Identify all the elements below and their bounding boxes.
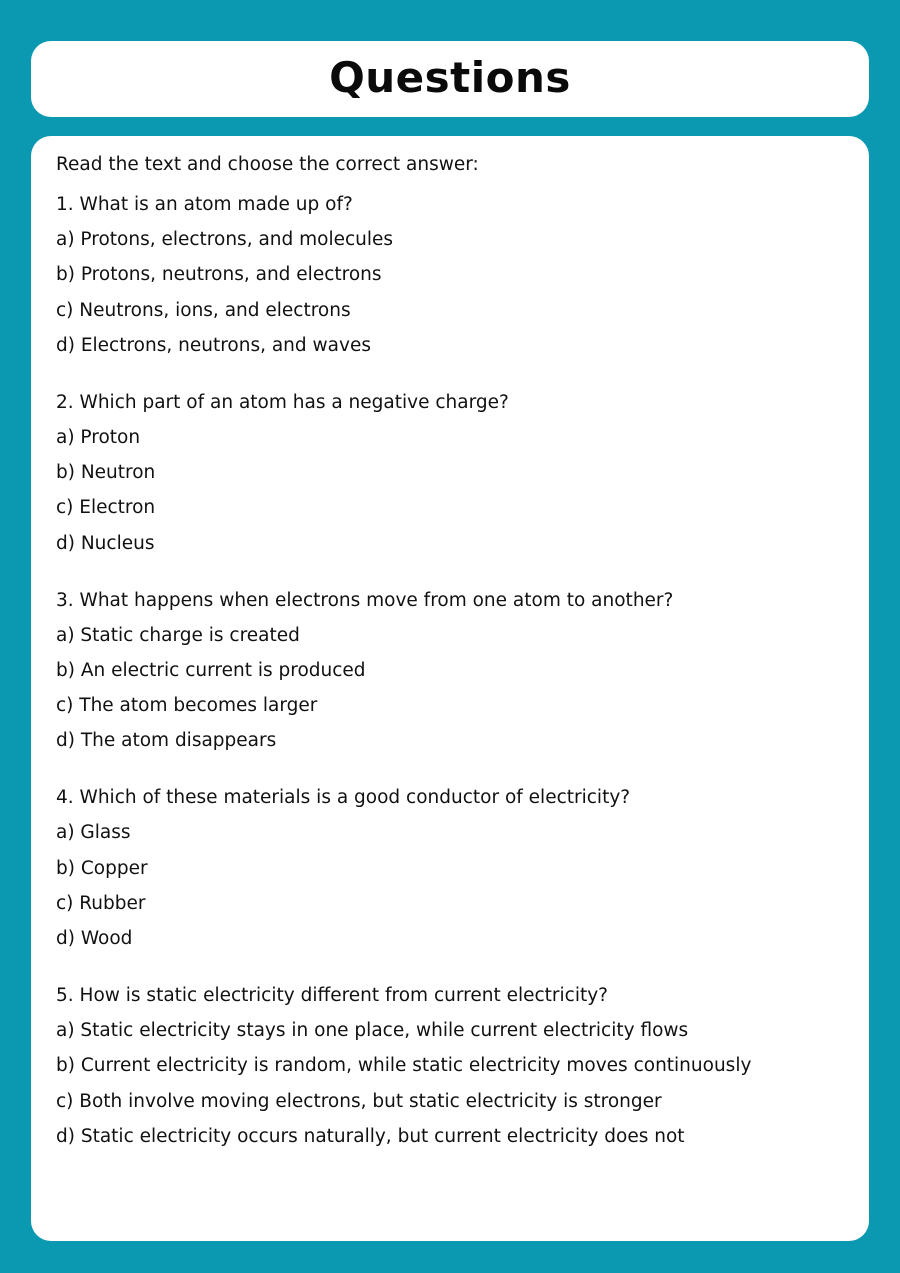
question-2-text: 2. Which part of an atom has a negative charge?: [56, 391, 509, 413]
question-5-option-a: a) Static electricity stays in one place, while current electricity flows: [56, 1020, 689, 1042]
question-5-option-d: d) Static electricity occurs naturally, but current electricity does not: [56, 1125, 685, 1147]
question-3-option-a: a) Static charge is created: [56, 624, 300, 646]
question-block-3: [56, 590, 844, 753]
page-title: Questions: [329, 52, 571, 102]
question-2-option-d: d) Nucleus: [56, 532, 155, 554]
question-3-text: 3. What happens when electrons move from one atom to another?: [56, 589, 674, 611]
question-2-option-c: c) Electron: [56, 497, 156, 519]
question-2-option-b: b) Neutron: [56, 462, 156, 484]
question-1-option-a: a) Protons, electrons, and molecules: [56, 229, 394, 251]
question-block-5: [56, 985, 844, 1148]
question-2-option-a: a) Proton: [56, 426, 141, 448]
question-5-text: 5. How is static electricity different from current electricity?: [56, 985, 608, 1006]
question-1-option-c: c) Neutrons, ions, and electrons: [56, 299, 351, 321]
question-5-option-b: b) Current electricity is random, while static electricity moves continuously: [56, 1055, 752, 1077]
question-1-text: 1. What is an atom made up of?: [56, 194, 353, 215]
question-block-1: [56, 194, 844, 357]
question-block-2: [56, 392, 844, 555]
question-3-option-c: c) The atom becomes larger: [56, 695, 318, 717]
question-4-option-b: b) Copper: [56, 857, 148, 879]
question-3-option-b: b) An electric current is produced: [56, 659, 366, 681]
question-4-text: 4. Which of these materials is a good conductor of electricity?: [56, 787, 631, 809]
question-4-option-c: c) Rubber: [56, 892, 146, 914]
instruction-text: Read the text and choose the correct answer:: [56, 154, 479, 175]
question-5-option-c: c) Both involve moving electrons, but static electricity is stronger: [56, 1090, 662, 1112]
question-1-option-b: b) Protons, neutrons, and electrons: [56, 264, 382, 286]
title-card: [31, 41, 869, 117]
question-4-option-d: d) Wood: [56, 928, 133, 949]
question-4-option-a: a) Glass: [56, 822, 131, 844]
question-3-option-d: d) The atom disappears: [56, 730, 277, 752]
question-1-option-d: d) Electrons, neutrons, and waves: [56, 334, 371, 356]
questions-card: [31, 136, 869, 1241]
question-block-4: [56, 787, 844, 950]
